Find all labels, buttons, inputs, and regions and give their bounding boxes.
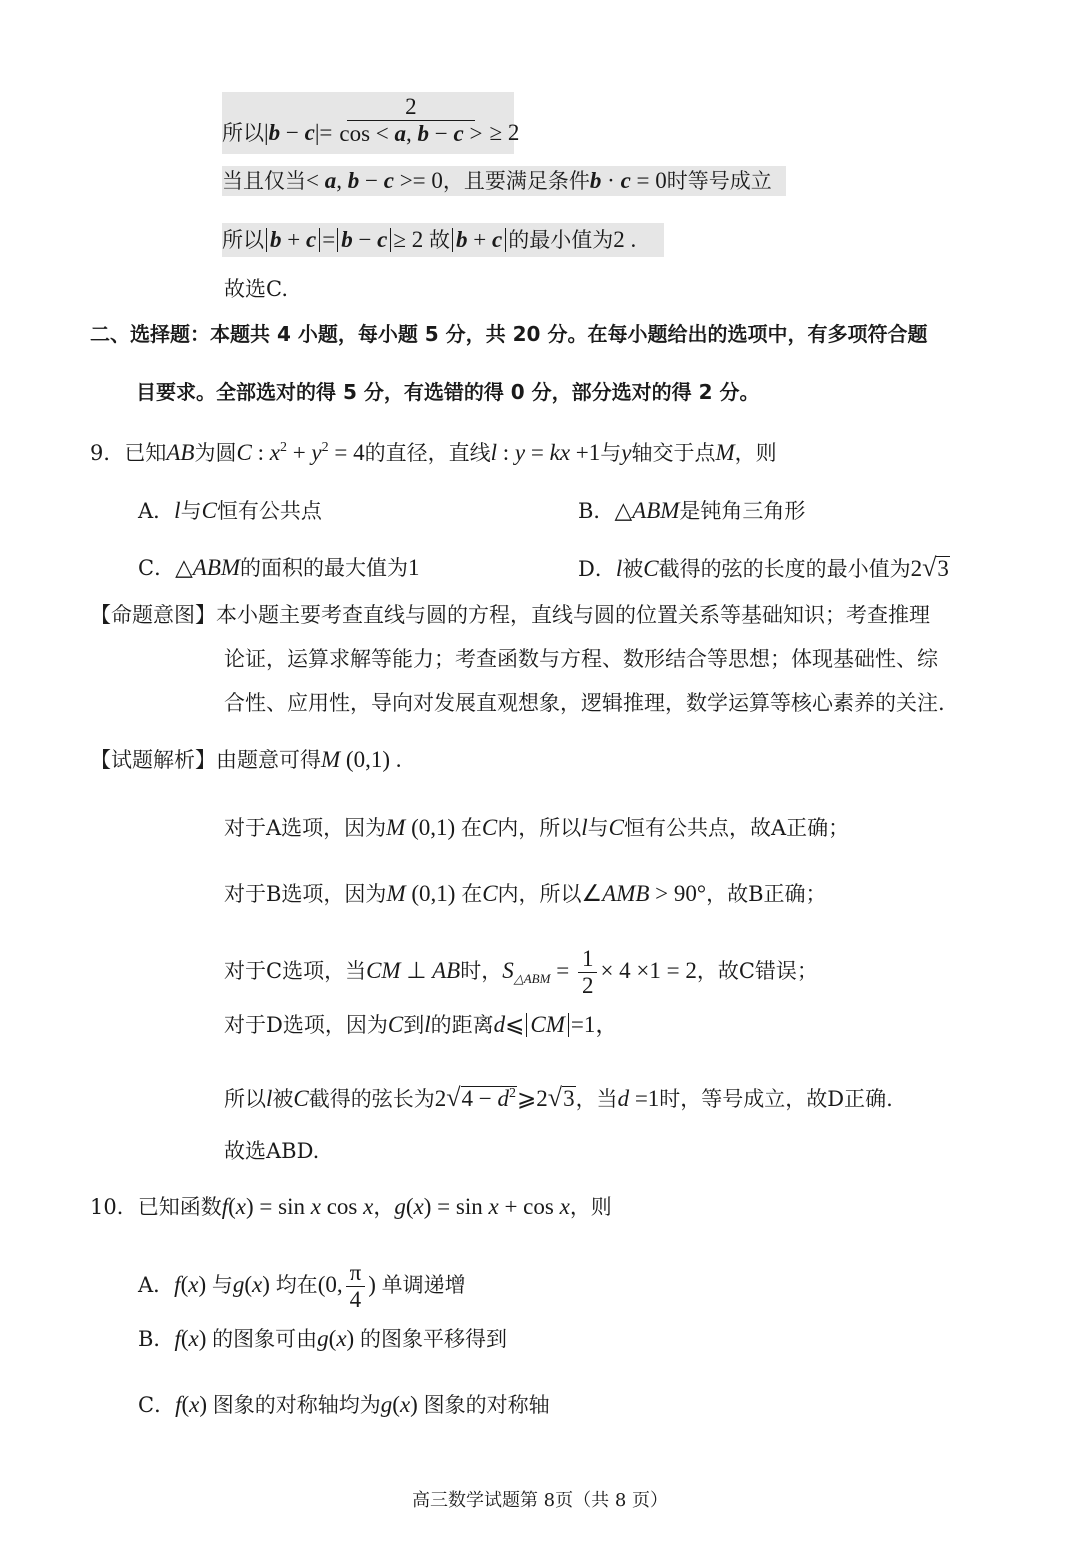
q10-option-a: A．f(x) 与g(x) 均在(0, $\frac{\pi}{4}$ ) 单调递增 [138, 1260, 466, 1312]
solution-line-norm-fraction: 所以|b − c|= $\frac{2}{\cos < a, b - c >}$ ≥ 2 [222, 92, 514, 154]
fraction: $\frac{1}{2}$ [578, 946, 598, 999]
q10-option-b: B．f(x) 的图象可由g(x) 的图象平移得到 [138, 1326, 507, 1351]
answer-q9: 故选ABD. [224, 1139, 320, 1163]
q9-analysis-d: 对于D选项，因为C到l的距离d⩽ CM =1， [224, 1012, 619, 1037]
q9-option-a: A．l与C恒有公共点 [138, 498, 322, 523]
q9-intent-line3: 合性、应用性，导向对发展直观想象，逻辑推理，数学运算等核心素养的关注. [224, 691, 945, 715]
q9-option-b: B．△ABM是钝角三角形 [578, 498, 806, 523]
q9-option-c: C．△ABM的面积的最大值为1 [138, 555, 420, 580]
q9-option-d: D．l被C截得的弦的长度的最小值为2√3 [578, 553, 949, 582]
q9-intent-line2: 论证，运算求解等能力；考查函数与方程、数形结合等思想；体现基础性、综 [224, 647, 938, 671]
q9-stem: 9．已知AB为圆C : $x^2 + y^2 = 4$的直径，直线l : y = kx +1与y轴交于点M，则 [90, 440, 777, 465]
solution-line-minimum: 所以 b + c = b − c ≥ 2 故 b + c 的最小值为2 . [222, 223, 664, 257]
q9-analysis-b: 对于B选项，因为M (0,1) 在C内，所以∠AMB > 90°，故B正确； [224, 881, 827, 906]
solution-line-condition: 当且仅当< a, b − c >= 0，且要满足条件b · c = 0时等号成立 [222, 166, 786, 196]
fraction: $\frac{2}{\cos < a, b - c >}$ [339, 94, 483, 146]
fraction: $\frac{\pi}{4}$ [346, 1260, 366, 1313]
section-header-line2: 目要求。全部选对的得 5 分，有选错的得 0 分，部分选对的得 2 分。 [136, 380, 760, 404]
q9-analysis-c: 对于C选项，当CM ⊥ AB时，$S_{\triangle ABM}$ = $\frac{1}{2}$ × 4 ×1 = 2，故C错误； [224, 946, 818, 998]
q9-analysis-e: 所以l被C截得的弦长为$2√4 - d^2⩾2√3$，当d =1时，等号成立，故D正确. [224, 1083, 893, 1112]
page-footer: 高三数学试题第 8页（共 8 页） [411, 1490, 669, 1511]
section-header-line1: 二、选择题：本题共 4 小题，每小题 5 分，共 20 分。在每小题给出的选项中，有多项符合题 [90, 322, 928, 346]
q9-intent-line1: 【命题意图】本小题主要考查直线与圆的方程，直线与圆的位置关系等基础知识；考查推理 [90, 603, 930, 627]
q9-analysis-a: 对于A选项，因为M (0,1) 在C内，所以l与C恒有公共点，故A正确； [224, 815, 850, 840]
q10-stem: 10．已知函数f(x) = sin x cos x，g(x) = sin x + cos x，则 [90, 1194, 612, 1219]
q9-analysis-intro: 【试题解析】由题意可得M (0,1) . [90, 747, 402, 772]
answer-q8: 故选C. [224, 277, 288, 301]
q10-option-c: C．f(x) 图象的对称轴均为g(x) 图象的对称轴 [138, 1392, 550, 1417]
